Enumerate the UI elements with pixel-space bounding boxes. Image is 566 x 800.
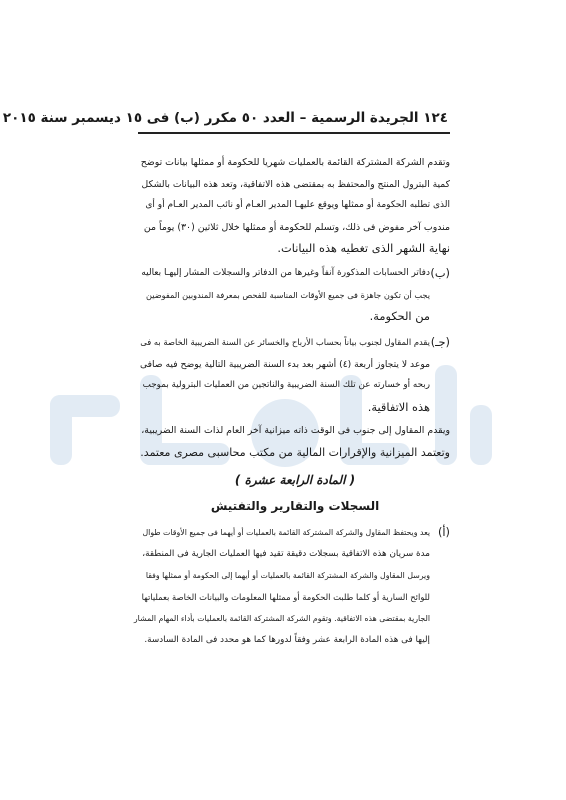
paragraph-intro (140, 152, 450, 260)
text-line: ويقدم المقاول إلى جنوب فى الوقت ذاته ميزانية آخر العام لذات السنة الضريبية، (141, 425, 450, 436)
text-line: إليها فى هذه المادة الرابعة عشر وفقاً لدورها كما هو محدد فى المادة السادسة. (144, 634, 430, 645)
paragraph-b (140, 263, 450, 328)
text-line: يعد ويحتفظ المقاول والشركة المشتركة القائمة بالعمليات أو أيهما فى جميع الأوقات طوال (142, 528, 430, 537)
text-line: وتقدم الشركة المشتركة القائمة بالعمليات شهريا للحكومة أو ممثلها بيانات توضح (140, 157, 450, 168)
paragraph-budget (140, 420, 450, 463)
page-header (2, 109, 448, 127)
paragraph-label: (جـ) (430, 335, 450, 349)
text-line: يقدم المقاول لجنوب بياناً بحساب الأرباح والخسائر عن السنة الضريبية الخاصة به فى (140, 337, 430, 347)
text-line: للوائح السارية أو كلما طلبت الحكومة أو ممثلها المعلومات والبيانات الخاصة بعملياتها (141, 591, 430, 602)
text-line: الجارية بمقتضى هذه الاتفاقية. وتقوم الشركة المشتركة القائمة بالعمليات بأداء المهام المشار (133, 614, 430, 624)
text-line: مدة سريان هذه الاتفاقية بسجلات دقيقة تقيد فيها العمليات الجارية فى المنطقة، (142, 548, 430, 559)
article-number: ( المادة الرابعة عشرة ) (234, 473, 356, 487)
text-line: مندوب آخر مفوض فى ذلك، وتسلم للحكومة أو ممثلها خلال ثلاثين (٣٠) يوماً من (143, 221, 450, 233)
text-line: موعد لا يتجاوز أربعة (٤) أشهر بعد بدء السنة الضريبية التالية يوضح فيه صافى (139, 358, 430, 370)
paragraph-c (140, 332, 450, 418)
text-line: ربحه أو خسارته عن تلك السنة الضريبية والناتجين من العمليات البترولية بموجب (142, 380, 430, 391)
paragraph-a (133, 522, 450, 652)
text-line: يجب أن تكون جاهزة فى جميع الأوقات المناسبة للفحص بمعرفة المندوبين المفوضين (146, 289, 430, 300)
article-title: السجلات والتقارير والتفتيش (210, 499, 380, 513)
text-line: نهاية الشهر الذى تغطيه هذه البيانات. (277, 241, 450, 256)
paragraph-label: (ب) (430, 266, 450, 280)
text-line: كمية البترول المنتج والمحتفظ به بمقتضى هذه الاتفاقية، وتعد هذه البيانات بالشكل (141, 178, 450, 190)
text-line: ويرسل المقاول والشركة المشتركة القائمة بالعمليات أو أيهما إلى الحكومة أو ممثلها وفقا (145, 571, 430, 581)
text-line: دفاتر الحسابات المذكورة آنفاً وغيرها من الدفاتر والسجلات المشار إليهـا بعاليه (141, 268, 430, 278)
text-line: هذه الاتفاقية. (367, 399, 430, 414)
header-rule (138, 132, 450, 134)
text-line: وتعتمد الميزانية والإقرارات المالية من مكتب محاسبى مصرى معتمد. (140, 445, 450, 459)
header-text: ١٢٤ الجريدة الرسمية – العدد ٥٠ مكرر (ب) فى ١٥ ديسمبر سنة ٢٠١٥ (2, 110, 448, 126)
text-line: الذى تطلبه الحكومة أو ممثلها ويوقع عليهـا المدير العـام أو نائب المدير العـام أو أى (145, 200, 450, 211)
paragraph-label: (أ) (437, 525, 450, 539)
text-line: من الحكومة. (369, 309, 430, 324)
